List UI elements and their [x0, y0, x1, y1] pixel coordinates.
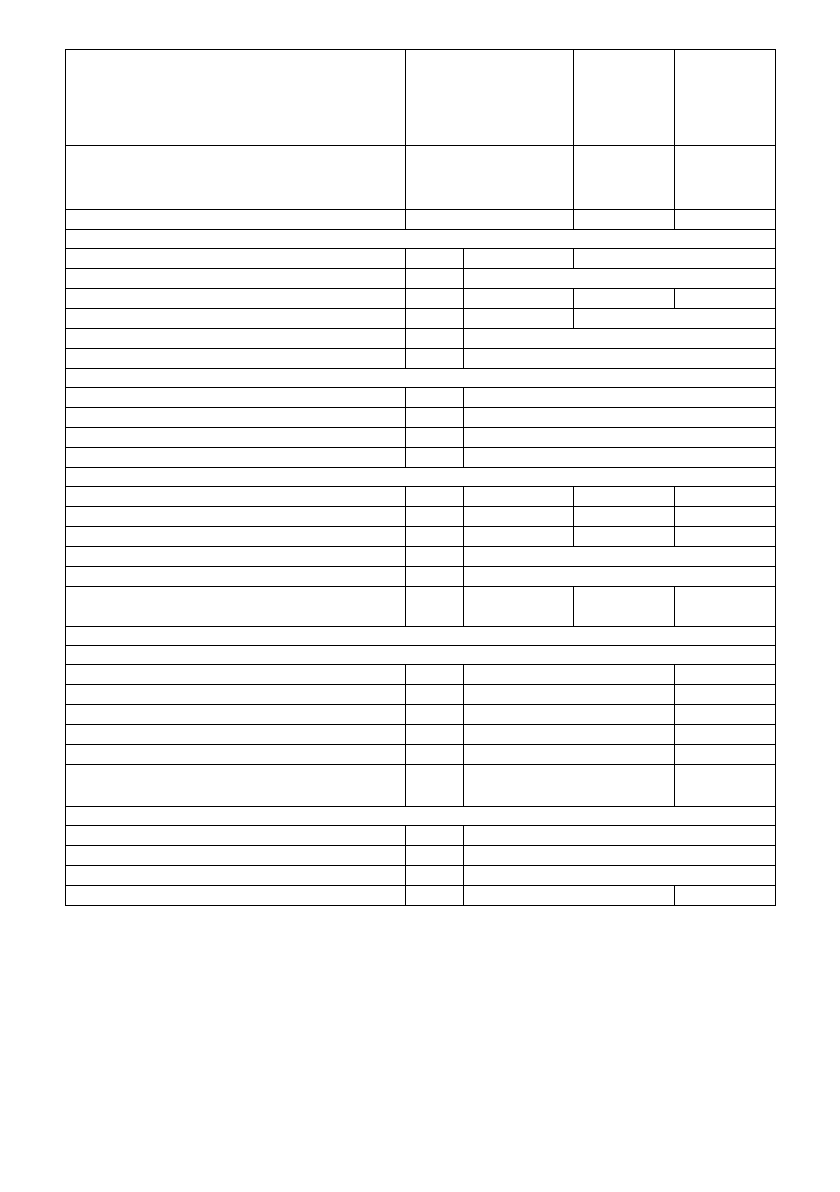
table-cell [66, 866, 406, 886]
table-cell [464, 349, 776, 369]
table-row [66, 745, 776, 765]
table-cell [406, 448, 464, 468]
table-cell [574, 146, 675, 210]
table-cell [675, 210, 776, 230]
section-band [66, 230, 776, 249]
table-cell [66, 705, 406, 725]
table-cell [464, 886, 675, 906]
table-cell [406, 665, 464, 685]
table-cell [406, 210, 574, 230]
table-cell [406, 50, 574, 146]
table-cell [675, 705, 776, 725]
table-cell [675, 685, 776, 705]
table-cell [66, 50, 406, 146]
table-cell [464, 587, 574, 627]
table-cell [406, 886, 464, 906]
table-cell [66, 388, 406, 408]
table-row [66, 210, 776, 230]
table-row [66, 807, 776, 826]
table-row [66, 547, 776, 567]
table-cell [66, 547, 406, 567]
table-row [66, 349, 776, 369]
table-row [66, 725, 776, 745]
table-cell [66, 408, 406, 428]
table-row [66, 230, 776, 249]
table-row [66, 269, 776, 289]
table-cell [66, 289, 406, 309]
table-cell [675, 50, 776, 146]
table-cell [66, 329, 406, 349]
table-cell [406, 388, 464, 408]
table-row [66, 448, 776, 468]
table-row [66, 146, 776, 210]
table-row [66, 50, 776, 146]
table-row [66, 765, 776, 807]
table-cell [66, 567, 406, 587]
table-row [66, 866, 776, 886]
table-cell [66, 269, 406, 289]
table-row [66, 428, 776, 448]
table-row [66, 665, 776, 685]
table-cell [675, 587, 776, 627]
table-cell [464, 665, 675, 685]
table-row [66, 309, 776, 329]
table-cell [406, 705, 464, 725]
table-cell [574, 487, 675, 507]
table-cell [464, 249, 574, 269]
table-cell [464, 846, 776, 866]
table-cell [406, 146, 574, 210]
section-band [66, 627, 776, 646]
table-cell [464, 329, 776, 349]
table-cell [574, 50, 675, 146]
table-cell [406, 547, 464, 567]
table-cell [464, 507, 574, 527]
table-cell [675, 745, 776, 765]
table-cell [675, 507, 776, 527]
table-cell [406, 866, 464, 886]
table-cell [66, 448, 406, 468]
table-cell [66, 527, 406, 547]
table-cell [406, 428, 464, 448]
table-cell [675, 725, 776, 745]
table-cell [406, 289, 464, 309]
table-cell [66, 685, 406, 705]
table-cell [464, 269, 776, 289]
table-cell [406, 745, 464, 765]
table-cell [464, 826, 776, 846]
table-cell [574, 507, 675, 527]
table-cell [406, 349, 464, 369]
table-row [66, 388, 776, 408]
table-row [66, 507, 776, 527]
table-cell [574, 210, 675, 230]
table-cell [406, 309, 464, 329]
table-body [66, 50, 776, 906]
table-cell [464, 725, 675, 745]
table-cell [66, 210, 406, 230]
table-cell [464, 745, 675, 765]
section-band [66, 646, 776, 665]
section-band [66, 369, 776, 388]
table-row [66, 567, 776, 587]
table-cell [464, 765, 675, 807]
specification-table [65, 49, 776, 906]
table-cell [464, 487, 574, 507]
table-row [66, 846, 776, 866]
table-row [66, 527, 776, 547]
table-cell [406, 269, 464, 289]
table-row [66, 587, 776, 627]
section-band [66, 807, 776, 826]
table-cell [675, 665, 776, 685]
table-cell [574, 527, 675, 547]
table-cell [406, 249, 464, 269]
table-cell [464, 527, 574, 547]
table-cell [406, 765, 464, 807]
table-cell [406, 826, 464, 846]
table-cell [406, 725, 464, 745]
table-row [66, 468, 776, 487]
table-cell [675, 527, 776, 547]
table-cell [66, 487, 406, 507]
table-cell [66, 587, 406, 627]
table-cell [66, 249, 406, 269]
table-cell [66, 725, 406, 745]
table-row [66, 705, 776, 725]
table-cell [464, 388, 776, 408]
table-cell [464, 685, 675, 705]
table-row [66, 289, 776, 309]
table-cell [66, 349, 406, 369]
table-cell [574, 587, 675, 627]
table-cell [406, 408, 464, 428]
table-cell [66, 665, 406, 685]
table-cell [464, 289, 574, 309]
section-band [66, 468, 776, 487]
table-cell [675, 765, 776, 807]
table-cell [464, 547, 776, 567]
table-cell [66, 765, 406, 807]
table-row [66, 487, 776, 507]
table-cell [66, 886, 406, 906]
table-cell [406, 487, 464, 507]
table-cell [464, 705, 675, 725]
table-cell [406, 329, 464, 349]
table-cell [66, 745, 406, 765]
table-cell [66, 309, 406, 329]
table-cell [66, 846, 406, 866]
table-cell [464, 408, 776, 428]
table-cell [464, 567, 776, 587]
table-cell [574, 289, 675, 309]
table-row [66, 329, 776, 349]
table-cell [406, 527, 464, 547]
table-row [66, 408, 776, 428]
table-cell [406, 587, 464, 627]
table-cell [66, 428, 406, 448]
table-cell [675, 886, 776, 906]
table-row [66, 826, 776, 846]
table-cell [406, 567, 464, 587]
table-row [66, 627, 776, 646]
table-cell [66, 826, 406, 846]
table-cell [406, 846, 464, 866]
table-cell [464, 309, 574, 329]
table-cell [464, 448, 776, 468]
table-cell [66, 507, 406, 527]
table-cell [406, 507, 464, 527]
table-cell [406, 685, 464, 705]
table-cell [66, 146, 406, 210]
table-cell [464, 866, 776, 886]
table-row [66, 886, 776, 906]
table-cell [464, 428, 776, 448]
table-cell [574, 249, 776, 269]
table-row [66, 369, 776, 388]
table-row [66, 646, 776, 665]
table-cell [675, 146, 776, 210]
table-row [66, 685, 776, 705]
table-cell [574, 309, 776, 329]
table-row [66, 249, 776, 269]
table-cell [675, 289, 776, 309]
table-cell [675, 487, 776, 507]
